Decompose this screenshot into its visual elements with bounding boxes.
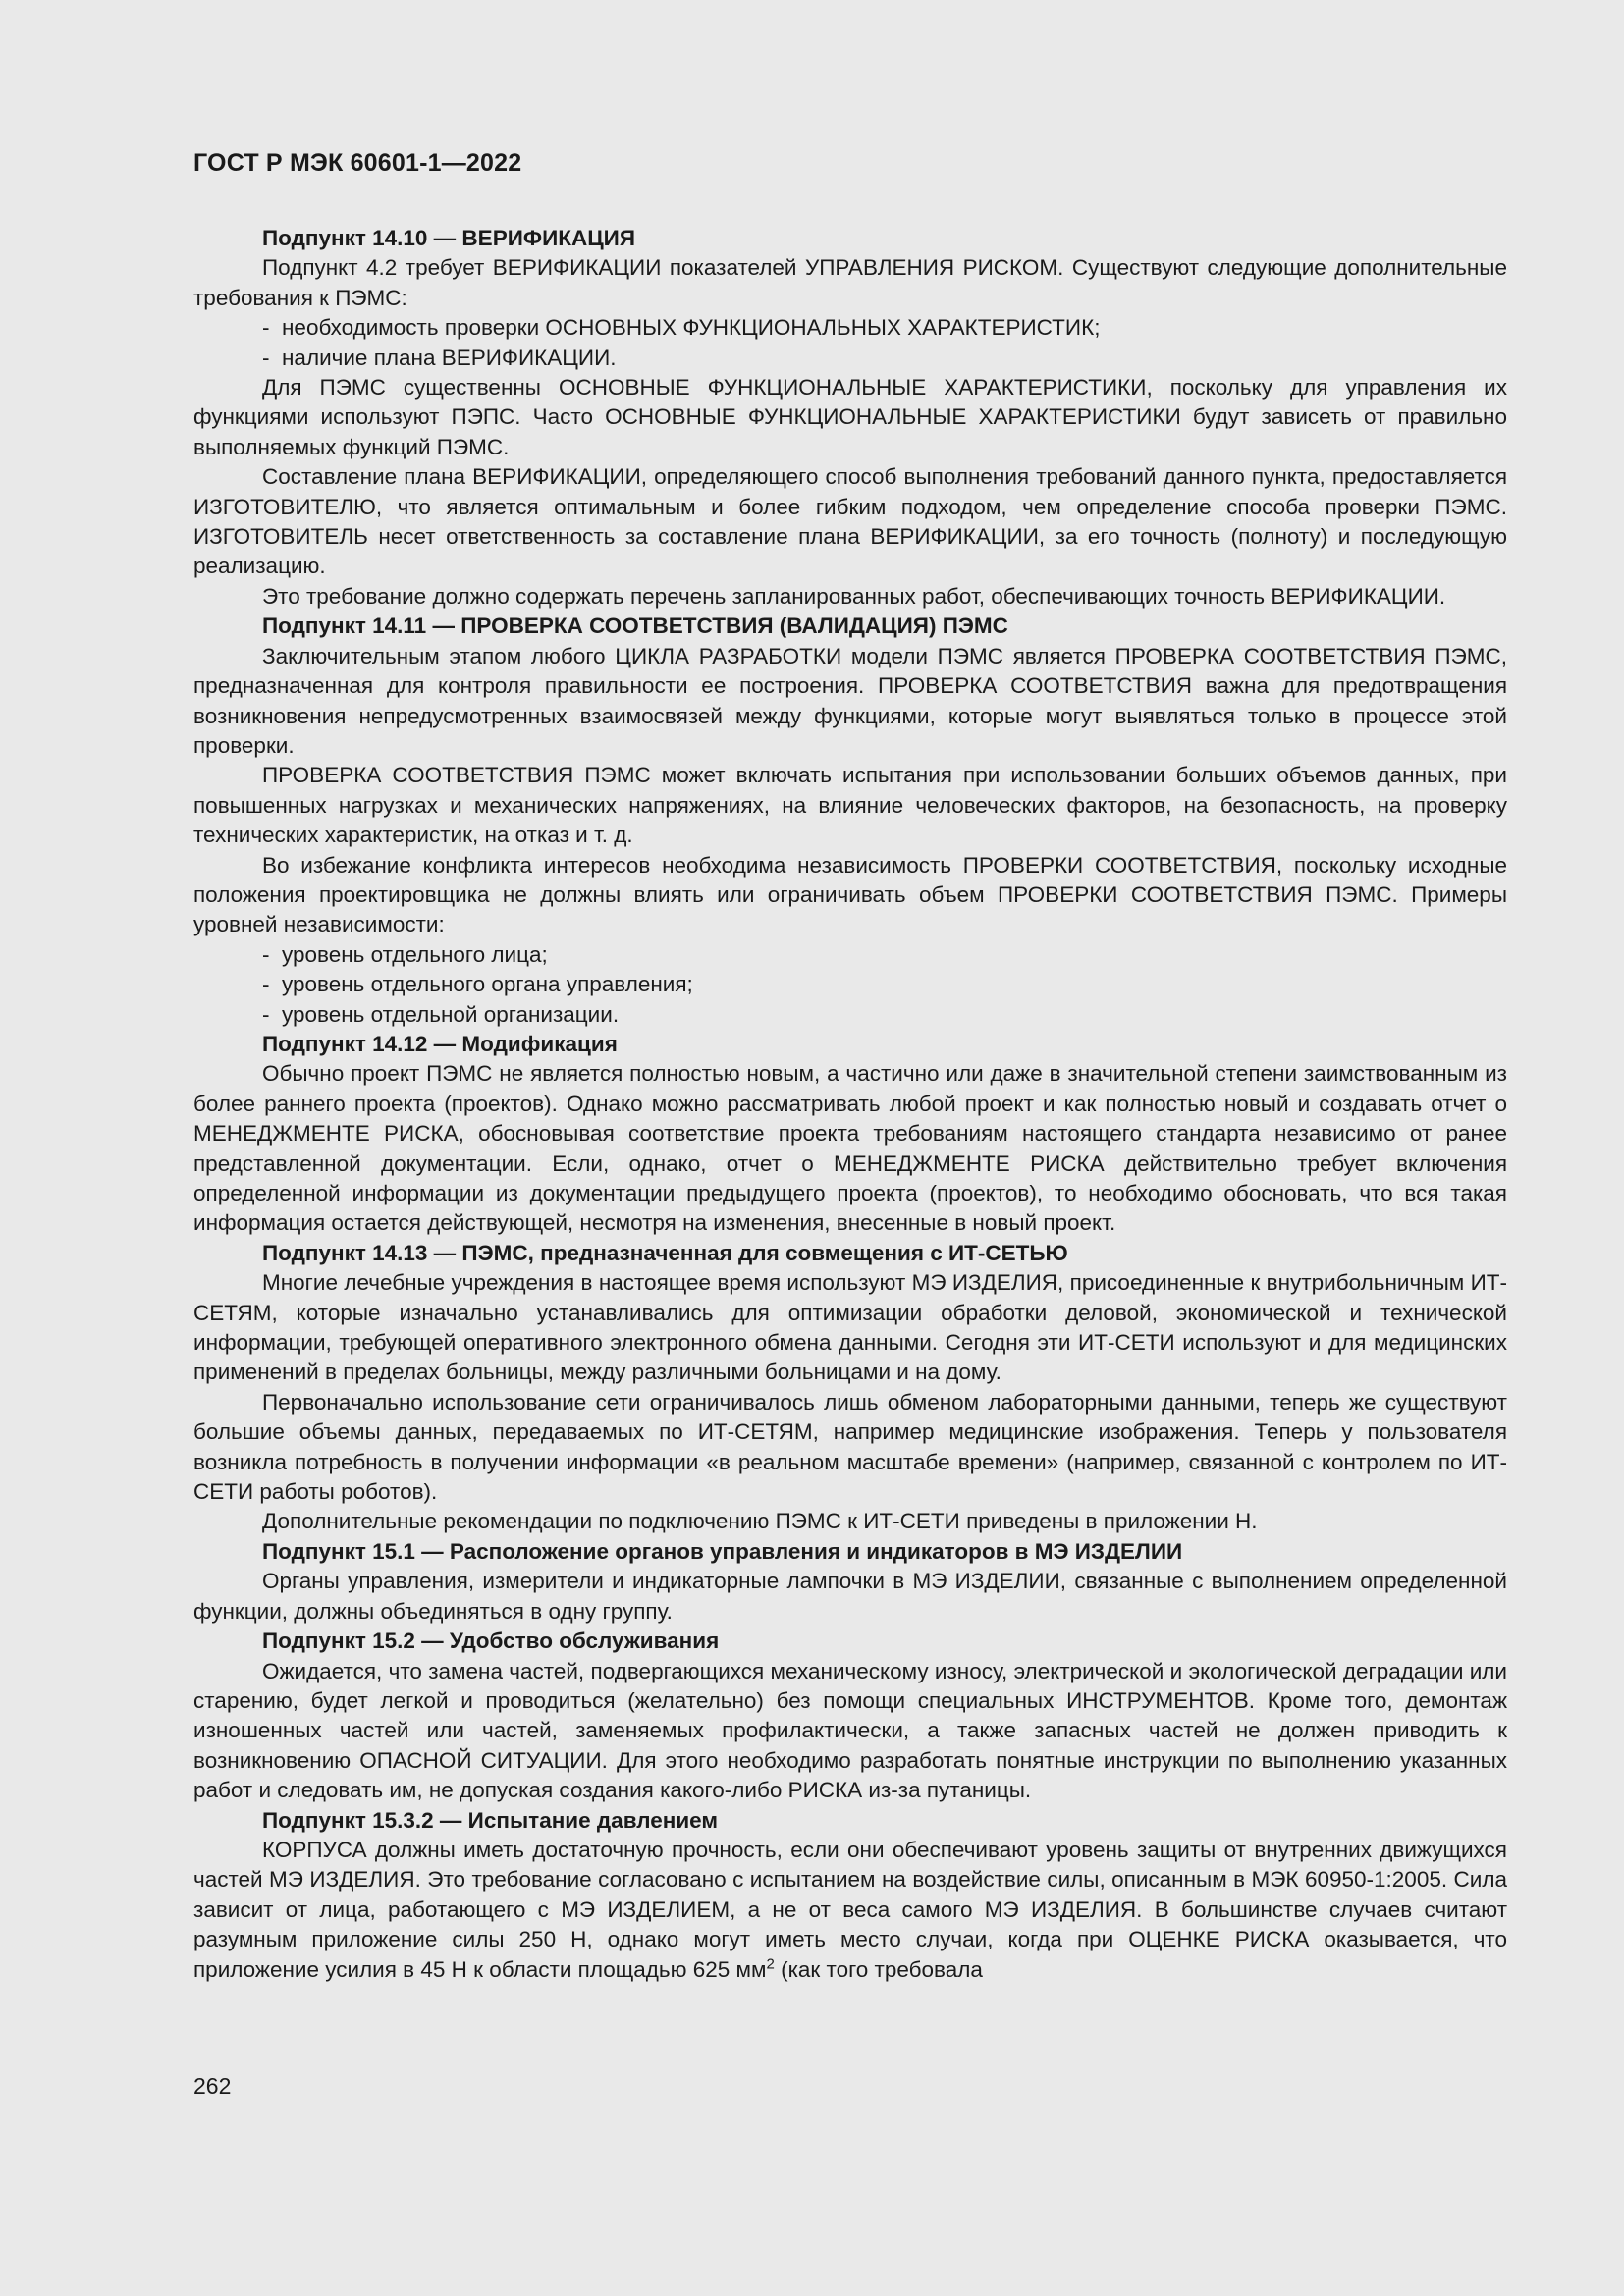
paragraph: Многие лечебные учреждения в настоящее время используют МЭ ИЗДЕЛИЯ, присоединенные к внутрибольничным ИТ-СЕТЯМ, которые изначально устанавливались для оптимизации обработки деловой, экономической и технической информации, требующей оперативного электронного обмена данными. Сегодня эти ИТ-СЕТИ используют и для медицинских применений в пределах больницы, между различными больницами и на дому. <box>193 1270 1507 1385</box>
paragraph: Во избежание конфликта интересов необходима независимость ПРОВЕРКИ СООТВЕТСТВИЯ, поскольку исходные положения проектировщика не должны влиять или ограничивать объем ПРОВЕРКИ СООТВЕТСТВИЯ ПЭМС. Примеры уровней независимости: <box>193 852 1507 937</box>
paragraph-text: (как того требовала <box>774 1956 983 1982</box>
section-heading-15-2: Подпункт 15.2 — Удобство обслуживания <box>262 1629 720 1654</box>
paragraph: Для ПЭМС существенны ОСНОВНЫЕ ФУНКЦИОНАЛЬНЫЕ ХАРАКТЕРИСТИКИ, поскольку для управления их функциями используют ПЭПС. Часто ОСНОВНЫЕ ФУНКЦИОНАЛЬНЫЕ ХАРАКТЕРИСТИКИ будут зависеть от правильно выполняемых функций ПЭМС. <box>193 375 1507 459</box>
section-heading-14-12: Подпункт 14.12 — Модификация <box>262 1031 618 1056</box>
list-item: - уровень отдельного лица; <box>262 940 1507 970</box>
bullet-list <box>193 940 1507 1030</box>
paragraph: ПРОВЕРКА СООТВЕТСТВИЯ ПЭМС может включать испытания при использовании больших объемов данных, при повышенных нагрузках и механических напряжениях, на влияние человеческих факторов, на безопасность, на проверку технических характеристик, на отказ и т. д. <box>193 763 1507 848</box>
paragraph: Подпункт 4.2 требует ВЕРИФИКАЦИИ показателей УПРАВЛЕНИЯ РИСКОМ. Существуют следующие дополнительные требования к ПЭМС: <box>193 255 1507 310</box>
paragraph: Составление плана ВЕРИФИКАЦИИ, определяющего способ выполнения требований данного пункта, предоставляется ИЗГОТОВИТЕЛЮ, что является оптимальным и более гибким подходом, чем определение способа проверки ПЭМС. ИЗГОТОВИТЕЛЬ несет ответственность за составление плана ВЕРИФИКАЦИИ, за его точность (полноту) и последующую реализацию. <box>193 464 1507 579</box>
paragraph-text: КОРПУСА должны иметь достаточную прочность, если они обеспечивают уровень защиты от внутренних движущихся частей МЭ ИЗДЕЛИЯ. Это требование согласовано с испытанием на воздействие силы, описанным в МЭК 60950-1:2005. Сила зависит от лица, работающего с МЭ ИЗДЕЛИЕМ, а не от веса самого МЭ ИЗДЕЛИЯ. В большинстве случаев считают разумным приложение силы 250 Н, однако могут иметь место случаи, когда при ОЦЕНКЕ РИСКА оказывается, что приложение усилия в 45 Н к области площадью 625 мм <box>193 1837 1507 1982</box>
section-heading-14-13: Подпункт 14.13 — ПЭМС, предназначенная для совмещения с ИТ-СЕТЬЮ <box>262 1240 1068 1265</box>
document-header: ГОСТ Р МЭК 60601-1—2022 <box>193 149 522 177</box>
bullet-list <box>193 313 1507 373</box>
paragraph: Это требование должно содержать перечень запланированных работ, обеспечивающих точность ВЕРИФИКАЦИИ. <box>262 583 1446 609</box>
page-number: 262 <box>193 2073 232 2099</box>
section-heading-15-1: Подпункт 15.1 — Расположение органов управления и индикаторов в МЭ ИЗДЕЛИИ <box>262 1538 1183 1564</box>
list-item: - необходимость проверки ОСНОВНЫХ ФУНКЦИОНАЛЬНЫХ ХАРАКТЕРИСТИК; <box>262 313 1507 343</box>
list-item: - наличие плана ВЕРИФИКАЦИИ. <box>262 344 1507 373</box>
list-item: - уровень отдельной организации. <box>262 1000 1507 1030</box>
paragraph: Первоначально использование сети ограничивалось лишь обменом лабораторными данными, теперь же существуют большие объемы данных, передаваемых по ИТ-СЕТЯМ, например медицинские изображения. Теперь у пользователя возникла потребность в получении информации «в реальном масштабе времени» (например, связанной с контролем по ИТ-СЕТИ работы роботов). <box>193 1389 1507 1505</box>
section-heading-14-10: Подпункт 14.10 — ВЕРИФИКАЦИЯ <box>262 226 636 250</box>
paragraph: Органы управления, измерители и индикаторные лампочки в МЭ ИЗДЕЛИИ, связанные с выполнением определенной функции, должны объединяться в одну группу. <box>193 1569 1507 1624</box>
section-heading-15-3-2: Подпункт 15.3.2 — Испытание давлением <box>262 1807 719 1833</box>
paragraph: Заключительным этапом любого ЦИКЛА РАЗРАБОТКИ модели ПЭМС является ПРОВЕРКА СООТВЕТСТВИЯ ПЭМС, предназначенная для контроля правильности ее построения. ПРОВЕРКА СООТВЕТСТВИЯ важна для предотвращения возникновения непредусмотренных взаимосвязей между функциями, которые могут выявляться только в процессе этой проверки. <box>193 643 1507 758</box>
document-body <box>193 224 1507 1985</box>
superscript: 2 <box>766 1955 775 1973</box>
paragraph <box>193 1836 1507 1985</box>
list-item: - уровень отдельного органа управления; <box>262 970 1507 999</box>
paragraph: Обычно проект ПЭМС не является полностью новым, а частично или даже в значительной степени заимствованным из более раннего проекта (проектов). Однако можно рассматривать любой проект и как полностью новый и создавать отчет о МЕНЕДЖМЕНТЕ РИСКА, обосновывая соответствие проекта требованиям настоящего стандарта независимо от ранее представленной документации. Если, однако, отчет о МЕНЕДЖМЕНТЕ РИСКА действительно требует включения определенной информации из документации предыдущего проекта (проектов), то необходимо обосновать, что вся такая информация остается действующей, несмотря на изменения, внесенные в новый проект. <box>193 1061 1507 1236</box>
paragraph: Ожидается, что замена частей, подвергающихся механическому износу, электрической и экологической деградации или старению, будет легкой и проводиться (желательно) без помощи специальных ИНСТРУМЕНТОВ. Кроме того, демонтаж изношенных частей или частей, заменяемых профилактически, а также запасных частей не должен приводить к возникновению ОПАСНОЙ СИТУАЦИИ. Для этого необходимо разработать понятные инструкции по выполнению указанных работ и следовать им, не допуская создания какого-либо РИСКА из-за путаницы. <box>193 1658 1507 1803</box>
section-heading-14-11: Подпункт 14.11 — ПРОВЕРКА СООТВЕТСТВИЯ (ВАЛИДАЦИЯ) ПЭМС <box>262 614 1008 639</box>
paragraph: Дополнительные рекомендации по подключению ПЭМС к ИТ-СЕТИ приведены в приложении Н. <box>262 1509 1258 1534</box>
